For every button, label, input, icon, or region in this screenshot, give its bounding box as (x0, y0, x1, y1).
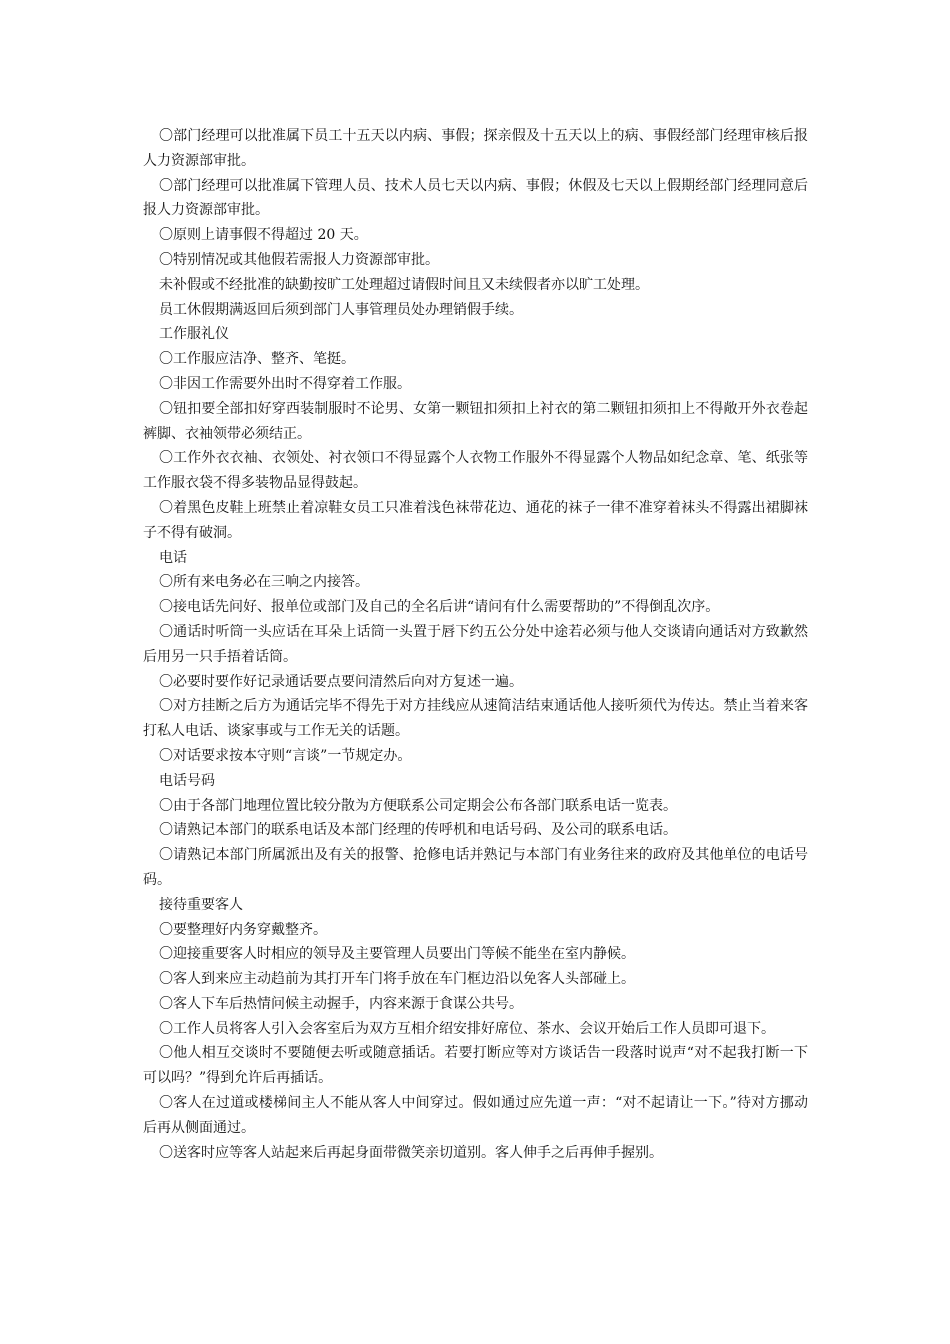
paragraph: 〇请熟记本部门的联系电话及本部门经理的传呼机和电话号码、及公司的联系电话。 (159, 822, 677, 839)
paragraph: 〇客人在过道或楼梯间主人不能从客人中间穿过。假如通过应先道一声：“对不起请让一下。”待对方挪动后再从侧面通过。 (143, 1095, 808, 1136)
paragraph: 〇工作服应洁净、整齐、笔挺。 (159, 351, 355, 368)
paragraph: 〇部门经理可以批准属下员工十五天以内病、事假；探亲假及十五天以上的病、事假经部门经理审核后报人力资源部审批。 (143, 128, 808, 169)
paragraph: 〇特别情况或其他假若需报人力资源部审批。 (159, 251, 439, 268)
paragraph: 〇请熟记本部门所属派出及有关的报警、抢修电话并熟记与本部门有业务往来的政府及其他单位的电话号码。 (143, 847, 808, 888)
paragraph: 〇原则上请事假不得超过 20 天。 (159, 227, 368, 244)
paragraph: 〇所有来电务必在三响之内接答。 (159, 574, 369, 591)
section-heading: 电话号码 (159, 772, 215, 789)
paragraph: 〇工作外衣衣袖、衣领处、衬衣领口不得显露个人衣物工作服外不得显露个人物品如纪念章、笔、纸张等工作服衣袋不得多装物品显得鼓起。 (143, 450, 808, 492)
paragraph: 〇接电话先问好、报单位或部门及自己的全名后讲“请问有什么需要帮助的”不得倒乱次序。 (159, 599, 720, 616)
paragraph: 未补假或不经批准的缺勤按旷工处理超过请假时间且又未续假者亦以旷工处理。 (159, 276, 649, 293)
paragraph: 〇客人到来应主动趋前为其打开车门将手放在车门框边沿以免客人头部碰上。 (159, 971, 635, 988)
paragraph: 〇他人相互交谈时不要随便去听或随意插话。若要打断应等对方谈话告一段落时说声“对不起我打断一下可以吗？”得到允许后再插话。 (143, 1045, 808, 1087)
paragraph: 〇必要时要作好记录通话要点要问清然后向对方复述一遍。 (159, 673, 523, 690)
paragraph: 〇部门经理可以批准属下管理人员、技术人员七天以内病、事假；休假及七天以上假期经部门经理同意后报人力资源部审批。 (143, 177, 808, 219)
paragraph: 〇要整理好内务穿戴整齐。 (159, 921, 327, 938)
paragraph: 〇钮扣要全部扣好穿西装制服时不论男、女第一颗钮扣须扣上衬衣的第二颗钮扣须扣上不得敞开外衣卷起裤脚、衣袖领带必须结正。 (143, 400, 808, 442)
paragraph: 〇对话要求按本守则“言谈”一节规定办。 (159, 747, 412, 764)
paragraph: 〇对方挂断之后方为通话完毕不得先于对方挂线应从速简洁结束通话他人接听须代为传达。禁止当着来客打私人电话、谈家事或与工作无关的话题。 (143, 698, 808, 740)
paragraph: 〇迎接重要客人时相应的领导及主要管理人员要出门等候不能坐在室内静候。 (159, 946, 635, 963)
section-heading: 接待重要客人 (159, 896, 243, 913)
document-body (143, 124, 808, 1165)
paragraph: 〇送客时应等客人站起来后再起身面带微笑亲切道别。客人伸手之后再伸手握别。 (159, 1144, 663, 1161)
paragraph: 员工休假期满返回后须到部门人事管理员处办理销假手续。 (159, 301, 523, 318)
paragraph: 〇客人下车后热情问候主动握手，内容来源于食谋公共号。 (159, 995, 523, 1012)
paragraph: 〇着黑色皮鞋上班禁止着凉鞋女员工只准着浅色袜带花边、通花的袜子一律不准穿着袜头不得露出裙脚袜子不得有破洞。 (143, 499, 808, 541)
paragraph: 〇工作人员将客人引入会客室后为双方互相介绍安排好席位、茶水、会议开始后工作人员即可退下。 (159, 1020, 775, 1037)
paragraph: 〇通话时听筒一头应话在耳朵上话筒一头置于唇下约五公分处中途若必须与他人交谈请向通话对方致歉然后用另一只手捂着话筒。 (143, 623, 808, 665)
section-heading: 工作服礼仪 (159, 326, 229, 343)
section-heading: 电话 (159, 549, 187, 566)
paragraph: 〇由于各部门地理位置比较分散为方便联系公司定期会公布各部门联系电话一览表。 (159, 797, 677, 814)
paragraph: 〇非因工作需要外出时不得穿着工作服。 (159, 375, 411, 392)
